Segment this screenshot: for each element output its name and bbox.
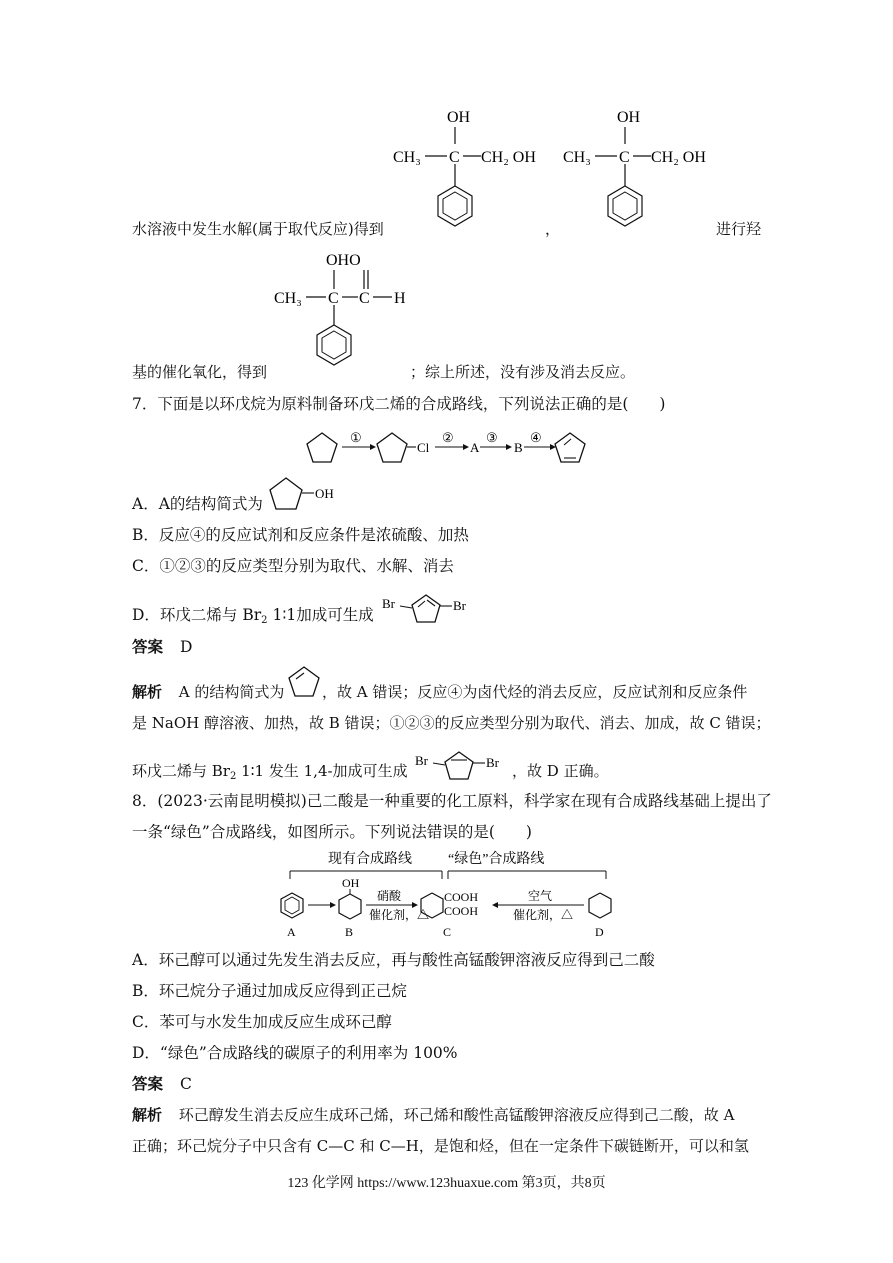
line1-text-a: 水溶液中发生水解(属于取代反应)得到 (132, 220, 384, 238)
q8-title-green: “绿色”合成路线 (448, 852, 545, 867)
q7-option-a-oh: OH (315, 486, 334, 501)
q7-exp-struct (286, 664, 326, 700)
q8-option-c: C．苯可与水发生加成反应生成环己醇 (132, 1013, 392, 1031)
struct1-c: C (449, 149, 460, 166)
line1-text-b: 进行羟 (716, 220, 762, 238)
q7-step1: ① (350, 430, 362, 445)
struct2-oh: OH (617, 109, 641, 126)
q8-oh: OH (342, 876, 360, 890)
q7-option-d-br2: Br (453, 598, 466, 613)
q7-exp3-b: 1∶1 发生 1,4-加成可生成 (236, 762, 408, 780)
q7-answer (132, 636, 192, 658)
struct2-left: CH₃ (563, 149, 591, 166)
struct3-c1: C (328, 290, 339, 307)
q8-label-c: C (443, 925, 452, 939)
struct1-oh: OH (447, 109, 471, 126)
q7-exp1-a: A 的结构简式为 (178, 683, 285, 701)
q7-option-d-br1: Br (382, 596, 395, 611)
q8-answer-label: 答案 (132, 1074, 164, 1093)
q7-exp3-struct (415, 745, 515, 785)
q7-option-a-struct (268, 475, 348, 515)
structure-aldehyde (268, 245, 438, 380)
q7-answer-label: 答案 (132, 637, 164, 656)
q8-cond2: 催化剂，△ (513, 908, 574, 922)
q8-reagent1: 硝酸 (377, 889, 402, 903)
q7-option-d-a: D．环戊二烯与 Br (132, 606, 262, 624)
structure-diol-1 (385, 100, 555, 240)
q7-cl: Cl (417, 440, 430, 455)
q7-option-d-sub: 2 (261, 615, 268, 626)
q8-cooh2: COOH (444, 904, 479, 918)
q8-exp1: 环己醇发生消去反应生成环己烯，环己烯和酸性高锰酸钾溶液反应得到己二酸，故 A (178, 1106, 735, 1124)
q8-title-existing: 现有合成路线 (328, 852, 412, 867)
q7-exp3-c: ，故 D 正确。 (512, 762, 609, 780)
line1-comma: ， (545, 220, 561, 238)
struct3-left: CH₃ (274, 290, 302, 307)
q8-label-a: A (287, 925, 296, 939)
line2-text-b: ；综上所述，没有涉及消去反应。 (410, 363, 636, 381)
q7-step2: ② (442, 430, 454, 445)
page-footer: 123 化学网 https://www.123huaxue.com 第3页，共8页 (287, 1176, 606, 1191)
q7-step4: ④ (530, 430, 542, 445)
q7-scheme (300, 425, 600, 470)
q7-stem: 7．下面是以环戊烷为原料制备环戊二烯的合成路线，下列说法正确的是( ) (132, 395, 666, 413)
q8-stem-line2: 一条“绿色”合成路线，如图所示。下列说法错误的是( ) (132, 823, 532, 841)
q8-exp-label: 解析 (132, 1106, 163, 1124)
struct1-left: CH₃ (393, 149, 421, 166)
q8-explanation-line1 (132, 1105, 734, 1125)
q7-exp1-b: ，故 A 错误；反应④为卤代烃的消去反应，反应试剂和反应条件 (322, 683, 748, 701)
q7-explanation-line3 (132, 761, 408, 787)
q7-exp-label: 解析 (132, 683, 163, 701)
q7-explanation-line2: 是 NaOH 醇溶液、加热，故 B 错误；①②③的反应类型分别为取代、消去、加成，故 C 错误； (132, 714, 771, 732)
q8-cooh1: COOH (444, 890, 479, 904)
struct3-top: OHO (326, 252, 361, 269)
q8-option-a: A．环己醇可以通过先发生消去反应，再与酸性高锰酸钾溶液反应得到己二酸 (132, 951, 655, 969)
q7-option-d-b: 1∶1加成可生成 (267, 606, 374, 624)
q7-step3: ③ (486, 430, 498, 445)
struct1-right: CH₂ OH (481, 149, 536, 166)
q7-option-d-struct (382, 588, 482, 628)
q7-exp3-a: 环戊二烯与 Br (132, 762, 230, 780)
q7-b: B (514, 440, 523, 455)
line2-text-a: 基的催化氧化，得到 (132, 363, 268, 381)
q7-option-d (132, 604, 374, 632)
q7-option-a: A．A的结构简式为 (132, 495, 263, 513)
q8-option-b: B．环己烷分子通过加成反应得到正己烷 (132, 982, 407, 1000)
q7-exp3-sub: 2 (229, 771, 237, 782)
q8-answer-value: C (179, 1075, 192, 1093)
q7-answer-value: D (179, 638, 193, 656)
struct3-c2: C (359, 290, 370, 307)
q7-option-c: C．①②③的反应类型分别为取代、水解、消去 (132, 557, 454, 575)
struct2-right: CH₂ OH (651, 149, 706, 166)
q8-label-d: D (595, 925, 604, 939)
struct3-right: H (394, 290, 406, 307)
struct2-c: C (619, 149, 630, 166)
q8-answer (132, 1073, 192, 1095)
q7-option-b: B．反应④的反应试剂和反应条件是浓硫酸、加热 (132, 526, 469, 544)
q8-explanation-line2: 正确；环己烷分子中只含有 C—C 和 C—H，是饱和烃，但在一定条件下碳链断开，可以和氢 (132, 1137, 749, 1155)
q8-scheme (272, 847, 632, 939)
top-section (0, 0, 893, 390)
q8-cond1: 催化剂，△ (369, 908, 430, 922)
q7-exp3-br1: Br (415, 753, 428, 768)
q7-explanation-line1 (132, 682, 284, 702)
q7-a: A (470, 440, 480, 455)
q7-exp3-br2: Br (486, 755, 499, 770)
structure-diol-2 (555, 100, 725, 240)
q8-reagent2: 空气 (528, 889, 553, 903)
q8-option-d: D．“绿色”合成路线的碳原子的利用率为 100% (132, 1044, 458, 1062)
q8-stem-line1: 8．(2023·云南昆明模拟)己二酸是一种重要的化工原料，科学家在现有合成路线基础上提出了 (132, 792, 772, 810)
q8-label-b: B (345, 925, 354, 939)
